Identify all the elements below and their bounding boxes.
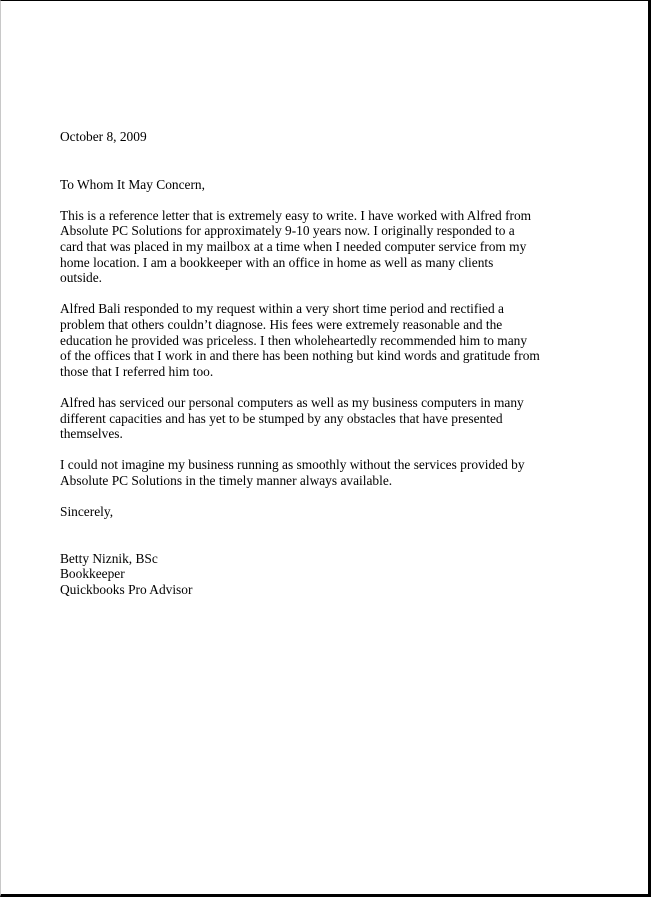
paragraph-line: those that I referred him too. <box>60 363 214 379</box>
signature-name: Betty Niznik, BSc <box>60 550 158 566</box>
signature-title: Bookkeeper <box>60 566 125 582</box>
letter-date: October 8, 2009 <box>60 129 147 144</box>
paragraph-line: education he provided was priceless. I then wholeheartedly recommended him to many <box>60 332 528 348</box>
letter-closing: Sincerely, <box>60 504 114 520</box>
paragraph-line: different capacities and has yet to be stumped by any obstacles that have presented <box>60 410 503 426</box>
signature-role: Quickbooks Pro Advisor <box>60 582 193 598</box>
paragraph-line: of the offices that I work in and there has been nothing but kind words and gratitude from <box>60 348 540 364</box>
paragraph-4 <box>60 457 555 488</box>
letter-salutation: To Whom It May Concern, <box>60 176 205 192</box>
letter-body <box>60 129 555 598</box>
paragraph-line: Absolute PC Solutions in the timely manner always available. <box>60 472 393 488</box>
paragraph-3 <box>60 395 555 442</box>
paragraph-line: card that was placed in my mailbox at a time when I needed computer service from my <box>60 238 527 254</box>
signature-block <box>60 551 555 598</box>
paragraph-line: themselves. <box>60 426 123 442</box>
paragraph-2 <box>60 301 555 379</box>
paragraph-line: I could not imagine my business running as smoothly without the services provided by <box>60 457 525 473</box>
paragraph-line: problem that others couldn’t diagnose. His fees were extremely reasonable and the <box>60 316 503 332</box>
paragraph-line: Absolute PC Solutions for approximately 9-10 years now. I originally responded to a <box>60 223 515 239</box>
paragraph-line: Alfred has serviced our personal computers as well as my business computers in many <box>60 394 524 410</box>
paragraph-line: outside. <box>60 270 103 286</box>
paragraph-line: home location. I am a bookkeeper with an office in home as well as many clients <box>60 254 494 270</box>
paragraph-1 <box>60 208 555 286</box>
paragraph-line: Alfred Bali responded to my request within a very short time period and rectified a <box>60 301 504 317</box>
paragraph-line: This is a reference letter that is extremely easy to write. I have worked with Alfred from <box>60 207 532 223</box>
